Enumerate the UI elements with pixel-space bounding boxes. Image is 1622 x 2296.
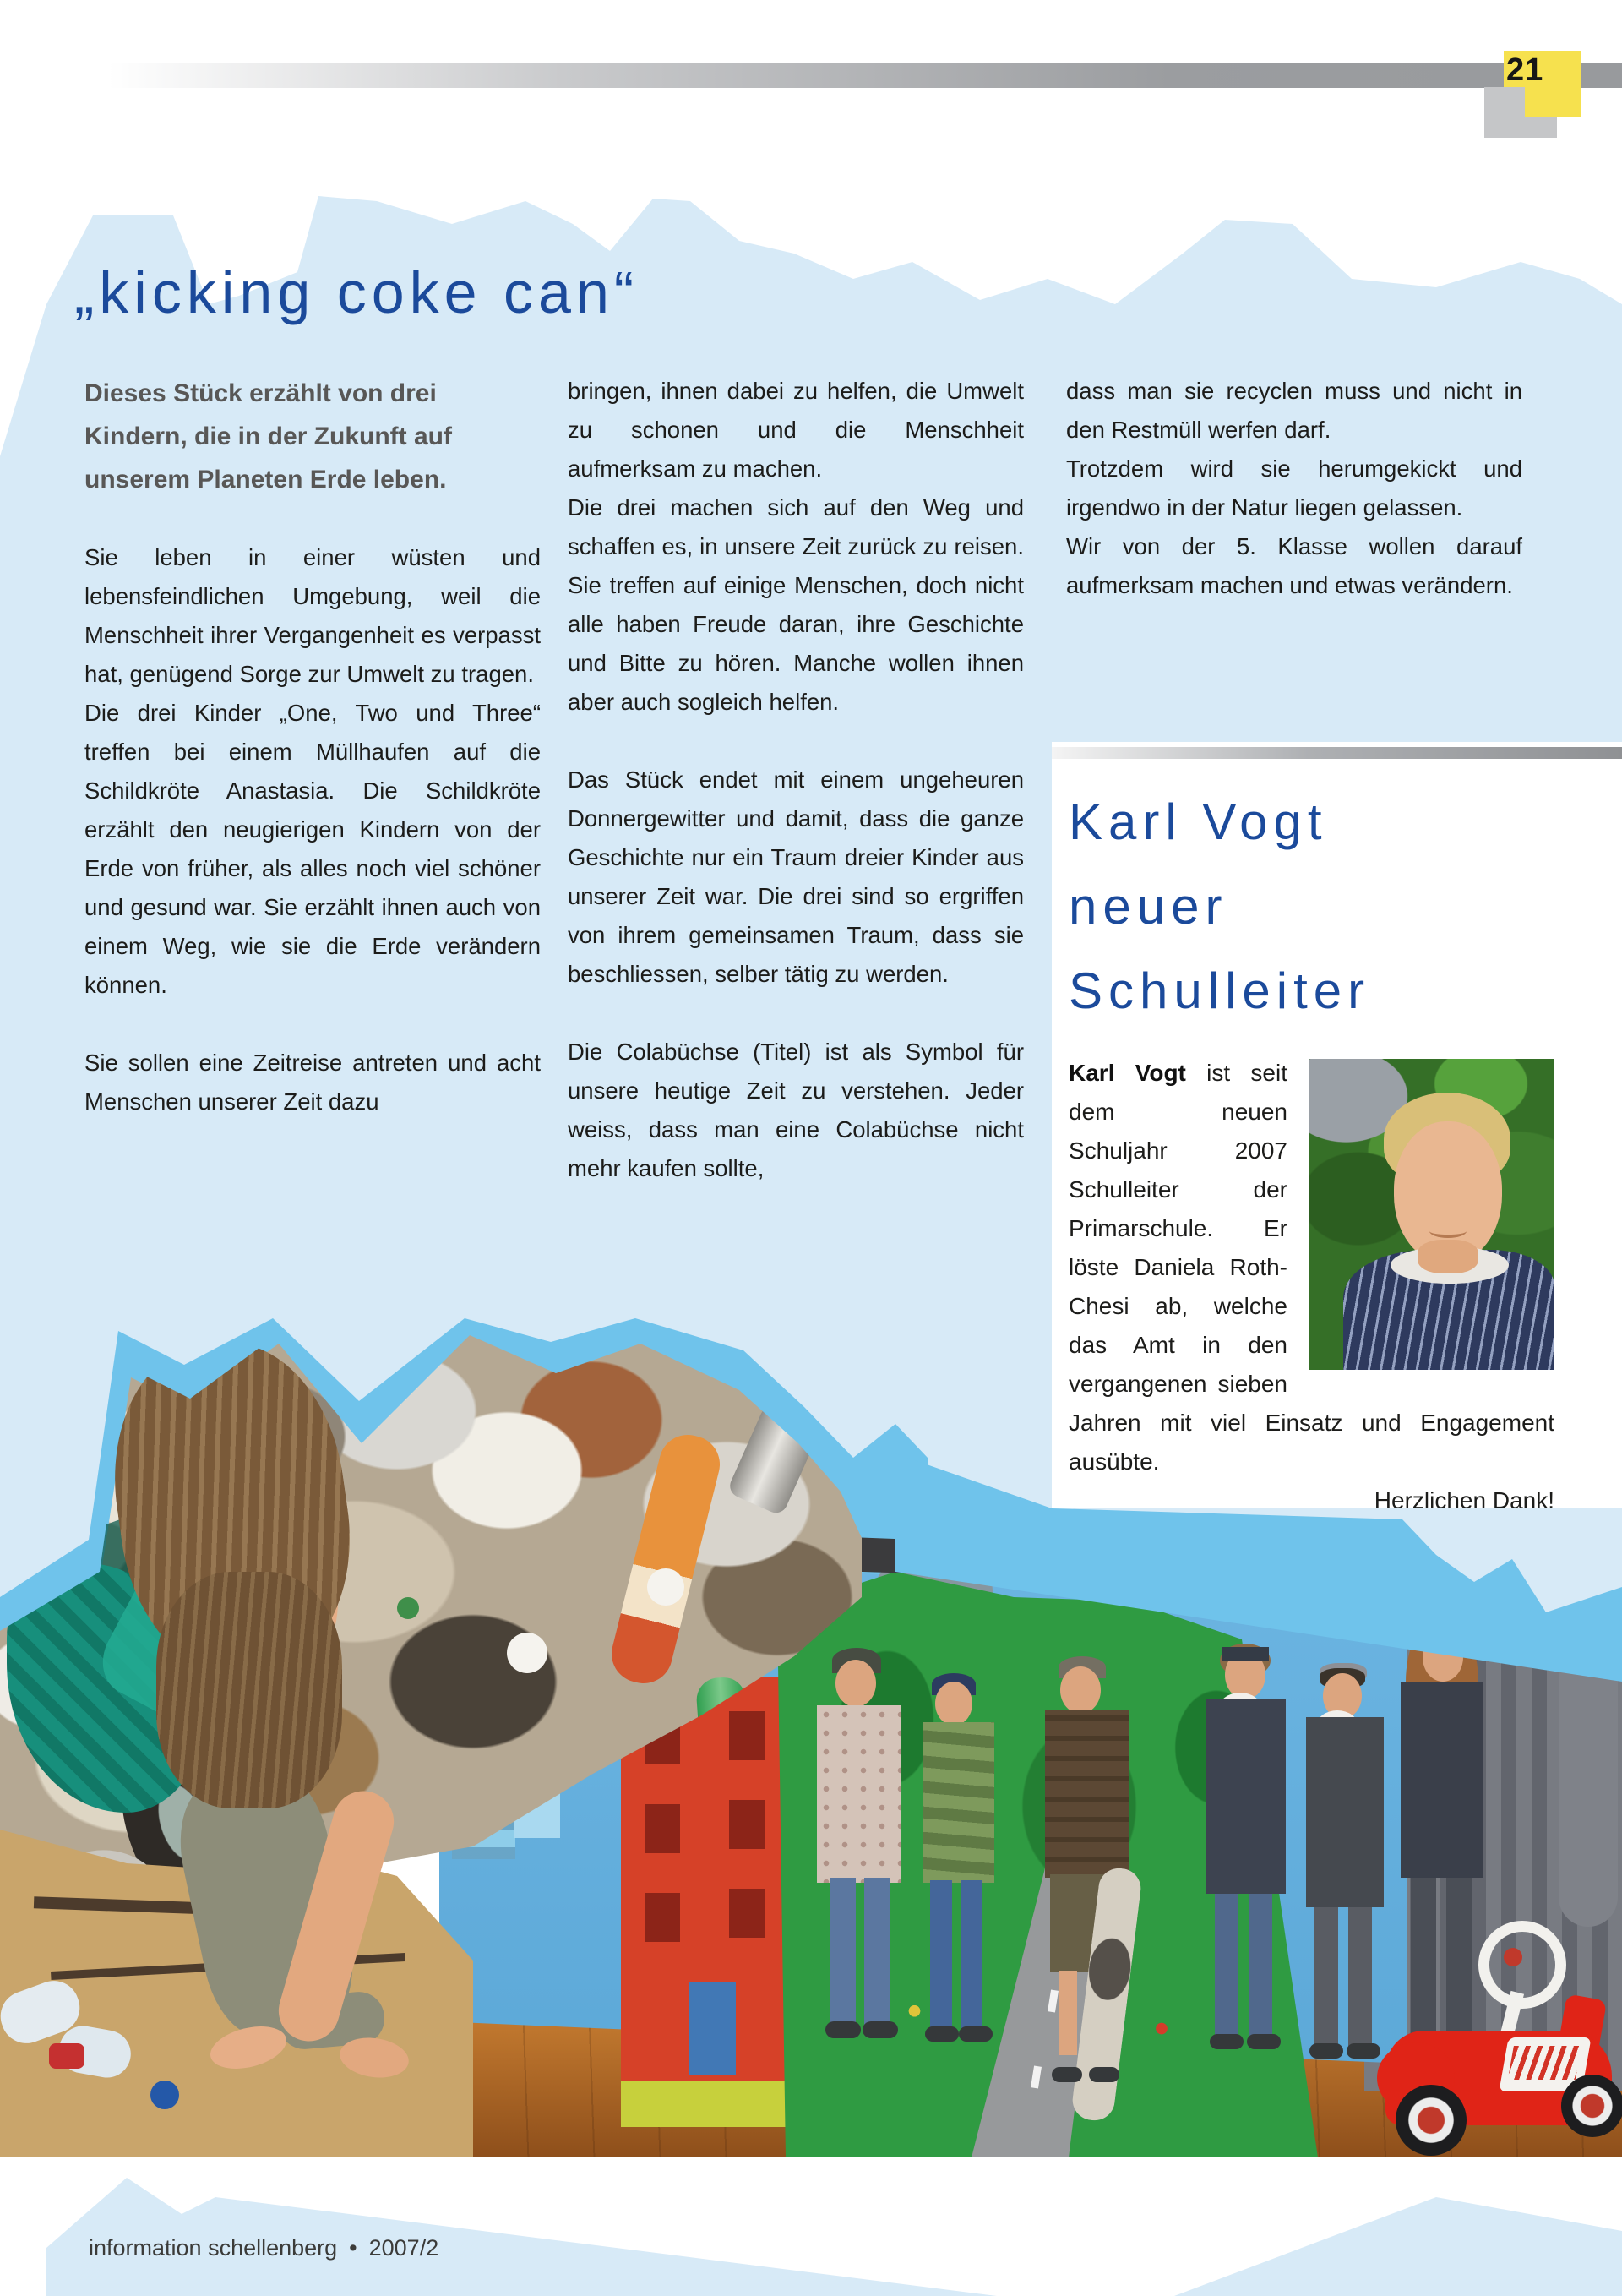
portrait-neck (1418, 1240, 1478, 1273)
kid-shoe (1089, 2067, 1119, 2082)
thanks-line: Herzlichen Dank! (1374, 1487, 1554, 1508)
steering-wheel (1478, 1921, 1566, 2009)
kid-leg (864, 1878, 890, 2026)
kid-shoe (1052, 2067, 1082, 2082)
painted-window (729, 1711, 765, 1760)
kid-leg (1215, 1894, 1238, 2039)
steering-hub (1504, 1948, 1522, 1966)
kid-head (835, 1660, 876, 1707)
painted-window (729, 1800, 765, 1849)
kid-leg (830, 1878, 856, 2026)
text-column-1 (84, 372, 541, 1121)
kid-head (1060, 1666, 1101, 1714)
footer-decoration (0, 2163, 1622, 2296)
text-column-2 (568, 372, 1024, 1188)
painted-grass-strip (621, 2081, 794, 2127)
body-text: ist seit dem neuen Schuljahr 2007 Schulleiter der Primarschule. Er löste Daniela Roth-Chesi ab, welche das Amt in den vergangenen sieben Jahren mit viel Einsatz und Engagement ausübte. (1069, 1060, 1554, 1475)
header-gradient-bar (108, 63, 1622, 88)
paragraph: Die drei Kinder „One, Two und Three“ treffen bei einem Müllhaufen auf die Schildkröte Anastasia. Die Schildkröte erzählt den neugierigen Kindern von der Erde von früher, als alles noch viel schöner und gesund war. Sie erzählt ihnen auch von einem Weg, wie sie die Erde verändern können. (84, 700, 541, 998)
kid-figure (815, 1648, 908, 2053)
article-title: „kicking coke can“ (74, 259, 640, 325)
kid-shoe (825, 2021, 861, 2038)
kid-leg (1348, 1907, 1372, 2049)
light-bulb (647, 1568, 684, 1606)
paragraph: Das Stück endet mit einem ungeheuren Donnergewitter und damit, dass die ganze Geschichte nur ein Traum dreier Kinder aus unserer Zeit war. Die drei sind so ergriffen von ihrem gemeinsamen Traum, dass sie beschliessen, selber tätig zu werden. (568, 766, 1024, 987)
kid-leg (1314, 1907, 1338, 2049)
kid-shoe (925, 2026, 959, 2042)
text-column-3 (1066, 372, 1522, 605)
publication-name: information schellenberg (89, 2235, 338, 2261)
lead-name: Karl Vogt (1069, 1060, 1186, 1086)
car-wheel (1396, 2085, 1467, 2156)
paragraph: bringen, ihnen dabei zu helfen, die Umwelt zu schonen und die Menschheit aufmerksam zu machen. (568, 378, 1024, 482)
heading-line: Karl Vogt (1069, 794, 1328, 850)
gray-prop-figure (1559, 1648, 1618, 1927)
kid-shoe (959, 2026, 993, 2042)
footer (89, 2235, 438, 2261)
heading-line: neuer (1069, 878, 1228, 935)
kid-torso (923, 1722, 994, 1883)
painted-door (689, 1982, 736, 2075)
kid-torso (817, 1705, 901, 1883)
bottle-cap-blue (150, 2081, 179, 2109)
issue-number: 2007/2 (368, 2235, 439, 2261)
kid-shoe (1309, 2043, 1343, 2059)
section-heading (1069, 780, 1622, 1033)
portrait-smile (1429, 1224, 1467, 1238)
paragraph: Die drei machen sich auf den Weg und schaffen es, in unsere Zeit zurück zu reisen. Sie treffen auf einige Menschen, doch nicht alle haben Freude daran, ihre Geschichte und Bitte zu hören. Manche wollen ihnen aber auch sogleich helfen. (568, 494, 1024, 715)
article-intro: Dieses Stück erzählt von drei Kindern, die in der Zukunft auf unserem Planeten Erde leben. (84, 379, 452, 494)
paragraph: Die Colabüchse (Titel) ist als Symbol für unsere heutige Zeit zu verstehen. Jeder weiss, dass man eine Colabüchse nicht mehr kaufen sollte, (568, 1039, 1024, 1181)
page-number-yellow-step (1525, 87, 1557, 117)
heading-line: Schulleiter (1069, 963, 1371, 1019)
karl-vogt-portrait (1309, 1059, 1554, 1370)
girl-hair (156, 1572, 342, 1808)
orange-can (606, 1429, 726, 1690)
paragraph: Trotzdem wird sie herumgekickt und irgendwo in der Natur liegen gelassen. (1066, 455, 1522, 521)
kid-figure (1035, 1656, 1136, 2130)
kid-shoe (1347, 2043, 1380, 2059)
kid-head (935, 1682, 972, 1726)
kid-shoe (863, 2021, 898, 2038)
kid-torso (1045, 1710, 1129, 1878)
paragraph: dass man sie recyclen muss und nicht in den Restmüll werfen darf. (1066, 378, 1522, 443)
painted-window (645, 1893, 680, 1942)
painted-window (645, 1804, 680, 1853)
paragraph: Wir von der 5. Klasse wollen darauf aufmerksam machen und etwas verändern. (1066, 533, 1522, 598)
kid-leg (1059, 1971, 1077, 2055)
kid-leg (930, 1880, 952, 2028)
red-bobby-car (1377, 1956, 1622, 2163)
page-number: 21 (1506, 52, 1544, 88)
kid-shoe (1210, 2034, 1244, 2049)
paragraph: Sie sollen eine Zeitreise antreten und acht Menschen unserer Zeit dazu (84, 1050, 541, 1115)
red-litter (49, 2043, 84, 2069)
kid-torso (1206, 1699, 1286, 1894)
kid-figure (1200, 1644, 1293, 2049)
light-bulb (507, 1633, 547, 1673)
kid-torso (1306, 1717, 1384, 1907)
bottle-cap-green (397, 1597, 419, 1619)
section-gradient-bar (1052, 747, 1622, 759)
kid-torso (1401, 1682, 1483, 1878)
kid-shoe (1247, 2034, 1281, 2049)
paragraph: Sie leben in einer wüsten und lebensfeindlichen Umgebung, weil die Menschheit ihrer Vergangenheit es verpasst hat, genügend Sorge zur Umwelt zu tragen. (84, 544, 541, 687)
karl-vogt-article (1052, 742, 1622, 1508)
kid-leg (961, 1880, 982, 2028)
painted-window (729, 1889, 765, 1938)
kid-figure (917, 1673, 1001, 2053)
section-body (1069, 1054, 1554, 1481)
kid-goggles (1222, 1647, 1269, 1661)
footer-separator: • (349, 2235, 357, 2261)
car-wheel (1561, 2075, 1622, 2137)
plastic-bottles (0, 1977, 194, 2146)
kid-leg (1249, 1894, 1272, 2039)
